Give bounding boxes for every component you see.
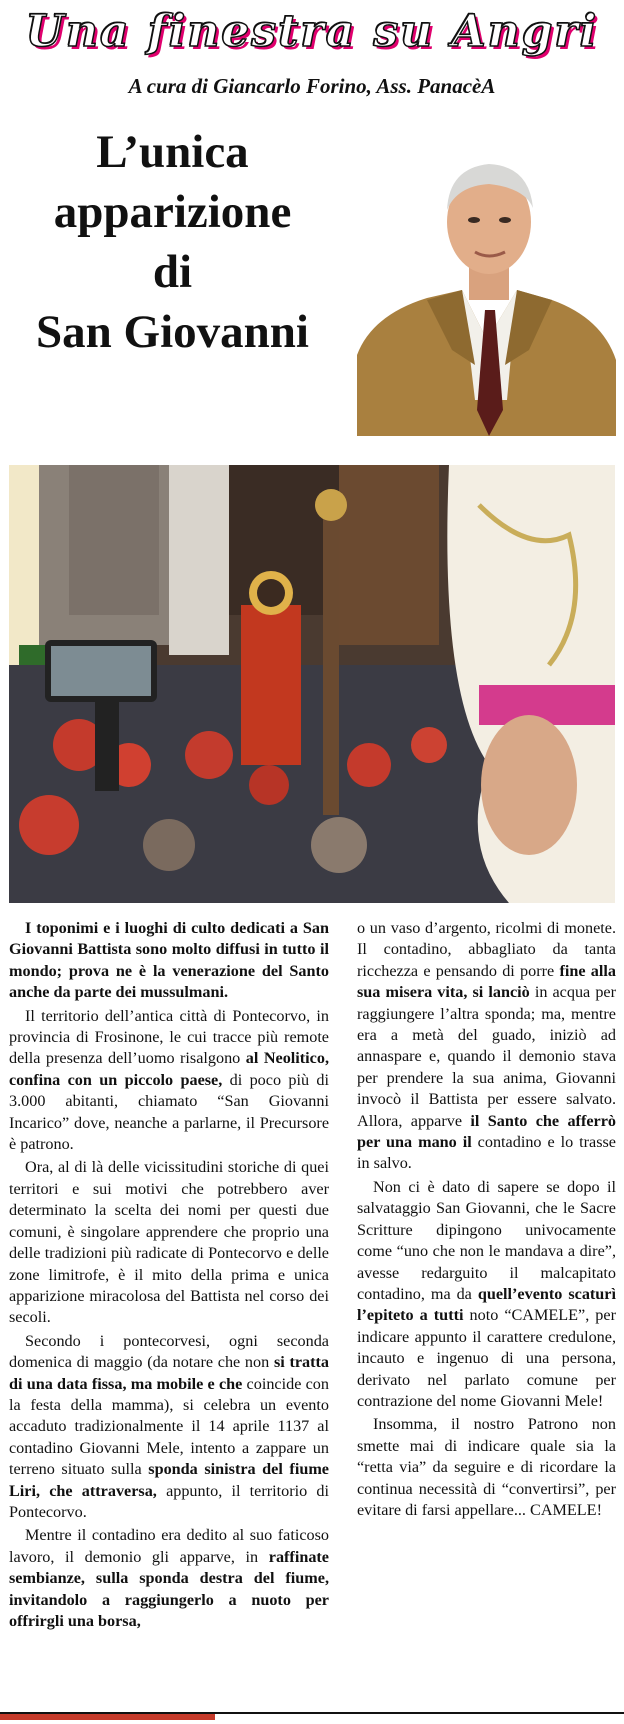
text-run: in acqua per raggiungere l’altra sponda; ma, mentre era a metà del guado, iniziò ad annaspare e, quando il demonio stava per prendere la sua anima, Giovanni invocò il Battista per essere salvato. Allora, apparve [357,983,616,1130]
article-paragraph: Insomma, il nostro Patrono non smette mai di indicare quale sia la “retta via” da seguire e di ricordare la continua necessità di “convertirsi”, per evitare di farsi appellare... CAMELE! [357,1415,616,1519]
text-run-bold: sponda sinistra del fiume Liri, che attraversa, [9,1460,329,1500]
headline-line: apparizione [53,186,292,238]
masthead-title: Una finestra su Angri [25,6,599,57]
text-run: o un vaso d’argento, ricolmi di monete. Il contadino, abbagliato da tanta ricchezza e pensando di porre [357,919,616,980]
headline [0,122,345,362]
text-run: Secondo i pontecorvesi, ogni seconda domenica di maggio (da notare che non [9,1331,329,1372]
headline-line: di [152,246,193,298]
text-run: appunto, il territorio di Pontecorvo. [9,1481,329,1521]
article-paragraph: Ora, al di là delle vicissitudini storiche di quei territori e sui motivi che potrebbero aver determinato la scelta dei nomi per questi due comuni, è singolare apprendere che proprio una delle tradizioni più radicate di Pontecorvo e delle zone limitrofe, è il mito della prima e unica apparizione miracolosa del Battista nel corso dei secoli. [9,1158,329,1327]
text-run: Mentre il contadino era dedito al suo faticoso lavoro, il demonio gli apparve, in [9,1526,329,1566]
article-paragraph [9,1006,329,1156]
text-run-bold: il Santo che afferrò per una mano il [357,1111,616,1152]
headline-line: L’unica [96,126,249,178]
byline: A cura di Giancarlo Forino, Ass. PanacèA [128,74,496,98]
text-run: di poco più di 3.000 abitanti, chiamato “San Giovanni Incarico” dove, neanche a parlarne, il Precursore è patrono. [9,1070,329,1154]
article-column-left [9,918,329,1634]
article-lead: I toponimi e i luoghi di culto dedicati a San Giovanni Battista sono molto diffusi in tutto il mondo; prova ne è la venerazione del Santo anche da parte dei mussulmani. [9,919,329,1002]
text-run-bold: si tratta di una data fissa, ma mobile e che [9,1353,329,1393]
article-column-right [357,918,616,1523]
article-paragraph [9,1525,329,1632]
text-run-bold: al Neolitico, confina con un piccolo paese, [9,1049,329,1089]
text-run: coincide con la festa della mamma), si celebra un evento accaduto tradizionalmente il 14 aprile 1137 al contadino Giovanni Mele, intento a zappare un terreno situato sulla [9,1374,329,1479]
text-run-bold: quell’evento scaturì l’epiteto a tutti [357,1284,616,1325]
text-run: contadino e lo trasse in salvo. [357,1133,616,1173]
article-paragraph-continued [357,918,616,1175]
text-run-bold: raffinate sembianze, sulla sponda destra del fiume, invitandolo a raggiungerlo a nuoto per offrirgli una borsa, [9,1547,329,1630]
author-portrait [357,150,616,436]
article-paragraph [357,1177,616,1412]
procession-photo [9,465,615,903]
text-run: Non ci è dato di sapere se dopo il salvataggio San Giovanni, che le Sacre Scritture dipingono univocamente come “uno che non le mandava a dire”, avesse redarguito il malcapitato contadino, ma da [357,1177,616,1303]
headline-line: San Giovanni [36,306,309,358]
bottom-accent-bar [0,1714,215,1720]
text-run: noto “CAMELE”, per indicare appunto il carattere credulone, incauto e ingenuo di una persona, derivato nel parlato comune per contrazione del nome Giovanni Mele! [357,1306,616,1410]
text-run-bold: fine alla sua misera vita, si lanciò [357,961,616,1002]
text-run: Il territorio dell’antica città di Pontecorvo, in provincia di Frosinone, le cui tracce più remote della presenza dell’uomo risalgono [9,1006,329,1068]
article-paragraph [9,1331,329,1524]
